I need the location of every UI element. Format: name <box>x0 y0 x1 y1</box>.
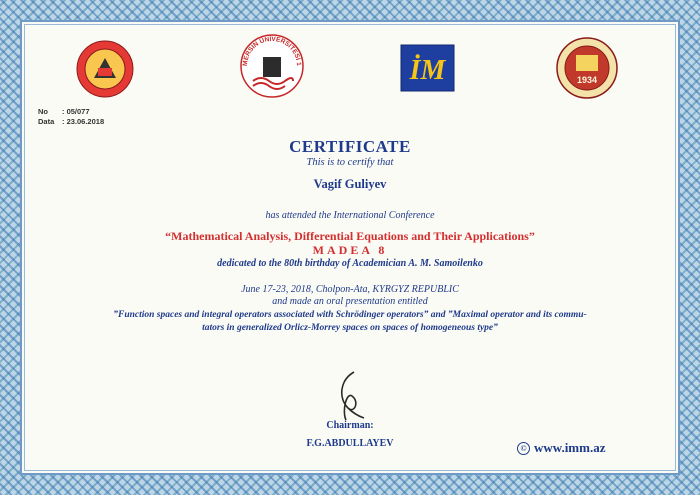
date-label: Data <box>38 117 55 126</box>
presentation-title-line1: ”Function spaces and integral operators associated with Schrödinger operators” and ”Maximal operator and its commu- <box>113 310 587 320</box>
dates-location: June 17-23, 2018, Cholpon-Ata, KYRGYZ REPUBLIC <box>241 284 459 295</box>
presentation-title-line2: tators in generalized Orlicz-Morrey spaces on spaces of homogeneous type” <box>202 323 498 333</box>
university-seal-logo <box>556 37 618 99</box>
dedication-line: dedicated to the 80th birthday of Academician A. M. Samoilenko <box>217 258 483 269</box>
website-url: www.imm.az <box>534 440 606 455</box>
recipient-name: Vagif Guliyev <box>313 177 387 191</box>
certificate-title: CERTIFICATE <box>289 137 411 156</box>
certify-line: This is to certify that <box>306 157 394 168</box>
number-value: : 05/077 <box>62 107 90 116</box>
oral-presentation-line: and made an oral presentation entitled <box>272 296 428 307</box>
chairman-name: F.G.ABDULLAYEV <box>306 438 394 449</box>
certificate-meta <box>38 107 104 127</box>
number-label: No <box>38 107 48 116</box>
conference-acronym: MADEA 8 <box>312 243 388 257</box>
seal-year-text: 1934 <box>576 75 598 85</box>
chairman-label: Chairman: <box>326 420 374 431</box>
copyright-icon: © <box>517 442 530 455</box>
mersin-logo-text: MERSIN ÜNİVERSİTESİ 1 <box>241 35 303 67</box>
imm-logo-text: İM <box>409 55 446 86</box>
conference-title: “Mathematical Analysis, Differential Equations and Their Applications” <box>165 229 535 243</box>
presentation-title <box>50 309 650 335</box>
date-value: : 23.06.2018 <box>62 117 105 126</box>
mersin-university-logo <box>239 33 305 99</box>
website-footer <box>517 440 606 456</box>
institute-logo-1 <box>76 40 134 98</box>
imm-logo <box>400 44 455 92</box>
attended-line: has attended the International Conference <box>265 210 435 221</box>
